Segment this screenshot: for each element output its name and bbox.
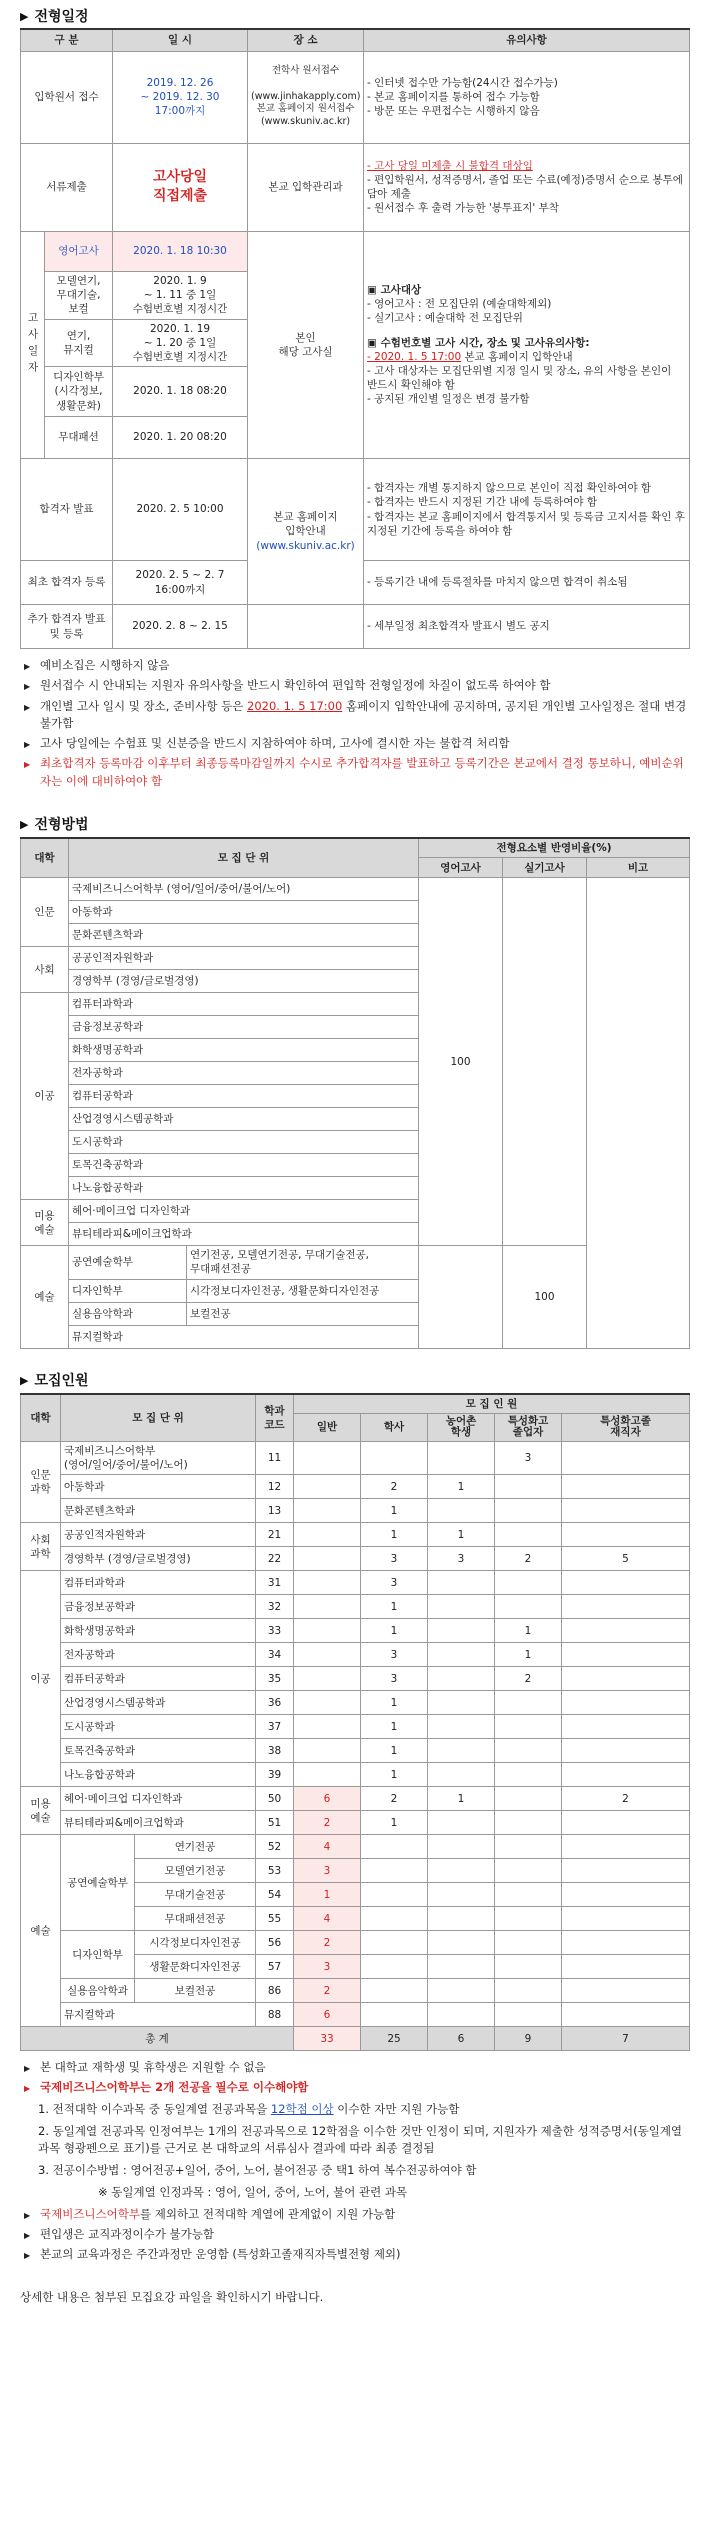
quota-unit: 아동학과: [61, 1475, 256, 1499]
reg-notes: - 등록기간 내에 등록절차를 마치지 않으면 합격이 취소됨: [364, 561, 690, 605]
method-college-arts: 예술: [21, 1246, 69, 1348]
quota-value: [495, 1787, 562, 1811]
quota-unit: 공연예술학부: [61, 1835, 135, 1931]
quota-unit: 전자공학과: [61, 1643, 256, 1667]
quota-cell: [361, 1931, 428, 1955]
quota-value: 1: [361, 1499, 428, 1523]
quota-unit: 문화콘텐츠학과: [61, 1499, 256, 1523]
quota-value: [562, 1523, 690, 1547]
section-title-schedule: ▶ 전형일정: [20, 8, 89, 25]
quota-value: [428, 1619, 495, 1643]
method-unit: 컴퓨터과학과: [69, 993, 419, 1016]
quota-header-bachelor: 학사: [361, 1413, 428, 1441]
method-unit: 컴퓨터공학과: [69, 1085, 419, 1108]
quota-code: 52: [256, 1835, 294, 1859]
quota-value: 6: [294, 2003, 361, 2027]
quota-code: 38: [256, 1739, 294, 1763]
quota-value: [495, 1811, 562, 1835]
quota-value: [428, 1441, 495, 1474]
quota-header-quota: 모 집 인 원: [294, 1394, 690, 1414]
quota-value: [495, 1499, 562, 1523]
quota-total-value: 7: [562, 2027, 690, 2051]
quota-value: 2: [361, 1475, 428, 1499]
quota-value: 2: [495, 1547, 562, 1571]
quota-value: 1: [361, 1523, 428, 1547]
quota-value: 2: [495, 1667, 562, 1691]
quota-value: [562, 1499, 690, 1523]
quota-notes: [24, 2059, 690, 2097]
quota-cell: [361, 1907, 428, 1931]
quota-value: 4: [294, 1835, 361, 1859]
quota-code: 37: [256, 1715, 294, 1739]
method-majors: 연기전공, 모델연기전공, 무대기술전공, 무대패션전공: [187, 1246, 419, 1279]
exam-notes: ▣ 고사대상 - 영어고사 : 전 모집단위 (예술대학제외) - 실기고사 : 예술대학 전 모집단위 ▣ 수험번호별 고사 시간, 장소 및 고사유의사항: - 2020. 1. 5 17:00 본교 홈페이지 입학안내 - 고사 대상자는 모집단위별 지정 일시 및 장소, 유의 사항을 본인이 반드시 확인해야 함 - 공지된 개인별 일정은 변경 불가함: [364, 231, 690, 459]
header-notes: 유의사항: [364, 29, 690, 51]
quota-code: 55: [256, 1907, 294, 1931]
quota-value: 3: [361, 1547, 428, 1571]
quota-value: 2: [294, 1931, 361, 1955]
quota-value: [294, 1691, 361, 1715]
quota-cell: [361, 1859, 428, 1883]
quota-cell: [495, 2003, 562, 2027]
exam-date-model: 2020. 1. 9 ~ 1. 11 중 1일 수험번호별 지정시간: [113, 271, 248, 319]
quota-unit: 뮤지컬학과: [61, 2003, 256, 2027]
method-unit: 실용음악학과: [69, 1302, 187, 1325]
quota-code: 54: [256, 1883, 294, 1907]
quota-value: [562, 1715, 690, 1739]
quota-value: [562, 1441, 690, 1474]
quota-value: [294, 1763, 361, 1787]
quota-college: 예술: [21, 1835, 61, 2027]
section-title-method: ▶ 전형방법: [20, 817, 89, 834]
section-title-quota: ▶ 모집인원: [20, 1373, 89, 1390]
method-majors: 시각정보디자인전공, 생활문화디자인전공: [187, 1279, 419, 1302]
quota-value: 1: [495, 1619, 562, 1643]
quota-subnotes: [38, 2101, 690, 2202]
quota-value: 1: [495, 1643, 562, 1667]
quota-value: [562, 1595, 690, 1619]
note-item: ▶ 개인별 고사 일시 및 장소, 준비사항 등은 2020. 1. 5 17:00 홈페이지 입학안내에 공지하며, 공지된 개인별 고사일정은 절대 변경 불가함: [24, 698, 690, 733]
quota-unit: 헤어·메이크업 디자인학과: [61, 1787, 256, 1811]
quota-cell: [562, 1907, 690, 1931]
quota-major: 생활문화디자인전공: [135, 1955, 256, 1979]
method-unit: 공공인적자원학과: [69, 947, 419, 970]
quota-cell: [495, 1859, 562, 1883]
quota-cell: [428, 1835, 495, 1859]
quota-cell: [428, 1859, 495, 1883]
quota-code: 39: [256, 1763, 294, 1787]
result-place: 본교 홈페이지 입학안내 (www.skuniv.ac.kr): [248, 459, 364, 605]
quota-value: [294, 1441, 361, 1474]
method-header-practical: 실기고사: [503, 858, 587, 878]
quota-value: 3: [495, 1441, 562, 1474]
quota-value: 1: [428, 1523, 495, 1547]
quota-value: [294, 1523, 361, 1547]
quota-unit: 나노융합공학과: [61, 1763, 256, 1787]
quota-value: [495, 1739, 562, 1763]
method-unit: 국제비즈니스어학부 (영어/일어/중어/불어/노어): [69, 878, 419, 901]
quota-college: 인문 과학: [21, 1441, 61, 1522]
quota-value: 2: [562, 1787, 690, 1811]
subnote-item: 3. 전공이수방법 : 영어전공+일어, 중어, 노어, 불어전공 중 택1 하여 복수전공하여야 함: [38, 2163, 477, 2178]
quota-value: [428, 1739, 495, 1763]
method-unit: 헤어·메이크업 디자인학과: [69, 1200, 419, 1223]
note-item: ▶ 국제비즈니스어학부를 제외하고 전적대학 계열에 관계없이 지원 가능함: [24, 2206, 690, 2223]
quota-code: 56: [256, 1931, 294, 1955]
quota-value: 1: [361, 1619, 428, 1643]
quota-value: [562, 1667, 690, 1691]
quota-total-label: 총 계: [21, 2027, 294, 2051]
method-practical-empty: [503, 878, 587, 1246]
quota-header-code: 학과 코드: [256, 1394, 294, 1442]
note-item: ▶ 본 대학교 재학생 및 휴학생은 지원할 수 없음: [24, 2059, 690, 2076]
quota-value: 2: [294, 1811, 361, 1835]
schedule-notes: [24, 657, 690, 790]
quota-cell: [428, 1955, 495, 1979]
quota-value: [562, 1643, 690, 1667]
exam-label-english: 영어고사: [45, 231, 113, 271]
quota-college: 이공: [21, 1571, 61, 1787]
method-unit: 경영학부 (경영/글로벌경영): [69, 970, 419, 993]
quota-value: [495, 1475, 562, 1499]
method-header-english: 영어고사: [419, 858, 503, 878]
exam-date-fashion: 2020. 1. 20 08:20: [113, 417, 248, 459]
quota-total-value: 9: [495, 2027, 562, 2051]
quota-cell: [495, 1931, 562, 1955]
quota-cell: [562, 1931, 690, 1955]
method-majors: 보컬전공: [187, 1302, 419, 1325]
quota-value: [562, 1619, 690, 1643]
quota-code: 35: [256, 1667, 294, 1691]
quota-unit: 토목건축공학과: [61, 1739, 256, 1763]
reg-label: 최초 합격자 등록: [21, 561, 113, 605]
quota-value: [361, 1441, 428, 1474]
quota-unit: 화학생명공학과: [61, 1619, 256, 1643]
quota-code: 32: [256, 1595, 294, 1619]
result-label: 합격자 발표: [21, 459, 113, 561]
quota-value: [428, 1667, 495, 1691]
method-unit: 산업경영시스템공학과: [69, 1108, 419, 1131]
quota-value: [294, 1475, 361, 1499]
quota-value: 1: [361, 1811, 428, 1835]
quota-cell: [495, 1907, 562, 1931]
method-unit: 뮤지컬학과: [69, 1325, 419, 1348]
method-note-empty: [587, 878, 690, 1348]
reg-date: 2020. 2. 5 ~ 2. 7 16:00까지: [113, 561, 248, 605]
quota-unit: 컴퓨터공학과: [61, 1667, 256, 1691]
quota-value: 1: [361, 1691, 428, 1715]
subnote-item: 1. 전적대학 이수과목 중 동일계열 전공과목을 12학점 이상 이수한 자만 지원 가능함: [38, 2101, 460, 2116]
quota-unit: 실용음악학과: [61, 1979, 135, 2003]
method-unit: 나노융합공학과: [69, 1177, 419, 1200]
quota-code: 13: [256, 1499, 294, 1523]
quota-value: 1: [361, 1715, 428, 1739]
quota-value: 1: [428, 1475, 495, 1499]
quota-unit: 컴퓨터과학과: [61, 1571, 256, 1595]
subnote-item: 2. 동일계열 전공과목 인정여부는 1개의 전공과목으로 12학점을 이수한 것만 인정이 되며, 지원자가 제출한 성적증명서(동일계열 과목 형광펜으로 표기)를 근거로 본 대학교의 서류심사 결과에 따라 최종 결정됨: [38, 2123, 683, 2156]
quota-table: [20, 1393, 690, 2052]
docs-place: 본교 입학관리과: [248, 143, 364, 231]
method-english-ratio: 100: [419, 878, 503, 1246]
quota-cell: [562, 1835, 690, 1859]
quota-value: [428, 1691, 495, 1715]
quota-value: [562, 1571, 690, 1595]
exam-group-label: 고사일자: [21, 231, 45, 459]
quota-code: 21: [256, 1523, 294, 1547]
quota-value: [428, 1595, 495, 1619]
quota-value: [294, 1739, 361, 1763]
quota-header-college: 대학: [21, 1394, 61, 1442]
quota-major: 무대패션전공: [135, 1907, 256, 1931]
quota-value: 3: [361, 1571, 428, 1595]
quota-cell: [428, 2003, 495, 2027]
docs-notes: - 고사 당일 미제출 시 불합격 대상임 - 편입학원서, 성적증명서, 졸업 또는 수료(예정)증명서 순으로 봉투에 담아 제출 - 원서접수 후 출력 가능한 '봉투표지' 부착: [364, 143, 690, 231]
quota-value: [294, 1715, 361, 1739]
quota-code: 86: [256, 1979, 294, 2003]
quota-value: [562, 1811, 690, 1835]
quota-value: [495, 1595, 562, 1619]
method-unit: 화학생명공학과: [69, 1039, 419, 1062]
quota-total-value: 6: [428, 2027, 495, 2051]
quota-major: 보컬전공: [135, 1979, 256, 2003]
quota-value: [428, 1643, 495, 1667]
exam-label-design: 디자인학부 (시각정보, 생활문화): [45, 367, 113, 417]
quota-cell: [562, 1859, 690, 1883]
quota-cell: [428, 1979, 495, 2003]
note-item: ▶ 고사 당일에는 수험표 및 신분증을 반드시 지참하여야 하며, 고사에 결시한 자는 불합격 처리함: [24, 735, 690, 752]
quota-header-rural: 농어촌 학생: [428, 1413, 495, 1441]
quota-cell: [361, 2003, 428, 2027]
note-item: ▶ 최초합격자 등록마감 이후부터 최종등록마감일까지 수시로 추가합격자를 발표하고 등록기간은 본교에서 결정 통보하니, 예비순위자는 이에 대비하여야 함: [24, 755, 690, 790]
quota-cell: [562, 2003, 690, 2027]
method-unit: 공연예술학부: [69, 1246, 187, 1279]
docs-label: 서류제출: [21, 143, 113, 231]
quota-value: [495, 1763, 562, 1787]
quota-unit: 산업경영시스템공학과: [61, 1691, 256, 1715]
method-unit: 아동학과: [69, 901, 419, 924]
quota-total-value: 25: [361, 2027, 428, 2051]
quota-code: 34: [256, 1643, 294, 1667]
quota-notes-2: [24, 2206, 690, 2264]
quota-value: [294, 1643, 361, 1667]
extra-label: 추가 합격자 발표 및 등록: [21, 605, 113, 649]
quota-value: [428, 1763, 495, 1787]
footer-text: 상세한 내용은 첨부된 모집요강 파일을 확인하시기 바랍니다.: [20, 2289, 324, 2304]
quota-header-unit: 모 집 단 위: [61, 1394, 256, 1442]
quota-unit: 경영학부 (경영/글로벌경영): [61, 1547, 256, 1571]
quota-code: 31: [256, 1571, 294, 1595]
quota-value: [495, 1571, 562, 1595]
quota-code: 57: [256, 1955, 294, 1979]
quota-value: [428, 1571, 495, 1595]
quota-college: 미용 예술: [21, 1787, 61, 1835]
quota-cell: [495, 1883, 562, 1907]
exam-label-acting: 연기, 뮤지컬: [45, 319, 113, 367]
method-header-note: 비고: [587, 858, 690, 878]
quota-major: 모델연기전공: [135, 1859, 256, 1883]
quota-unit: 국제비즈니스어학부 (영어/일어/중어/불어/노어): [61, 1441, 256, 1474]
exam-date-design: 2020. 1. 18 08:20: [113, 367, 248, 417]
triangle-bullet-icon: ▶: [20, 818, 29, 832]
quota-cell: [495, 1835, 562, 1859]
quota-value: [562, 1763, 690, 1787]
extra-place: [248, 605, 364, 649]
quota-major: 연기전공: [135, 1835, 256, 1859]
header-datetime: 일 시: [113, 29, 248, 51]
exam-label-fashion: 무대패션: [45, 417, 113, 459]
quota-cell: [361, 1955, 428, 1979]
quota-code: 88: [256, 2003, 294, 2027]
quota-value: 6: [294, 1787, 361, 1811]
quota-code: 36: [256, 1691, 294, 1715]
exam-date-acting: 2020. 1. 19 ~ 1. 20 중 1일 수험번호별 지정시간: [113, 319, 248, 367]
quota-code: 53: [256, 1859, 294, 1883]
triangle-bullet-icon: ▶: [20, 9, 29, 23]
quota-value: 4: [294, 1907, 361, 1931]
extra-notes: - 세부일정 최초합격자 발표시 별도 공지: [364, 605, 690, 649]
method-header-college: 대학: [21, 838, 69, 878]
header-division: 구 분: [21, 29, 113, 51]
quota-value: [562, 1691, 690, 1715]
method-unit: 토목건축공학과: [69, 1154, 419, 1177]
quota-cell: [361, 1883, 428, 1907]
quota-unit: 도시공학과: [61, 1715, 256, 1739]
method-unit: 뷰티테라피&메이크업학과: [69, 1223, 419, 1246]
method-unit: 디자인학부: [69, 1279, 187, 1302]
quota-code: 11: [256, 1441, 294, 1474]
quota-unit: 공공인적자원학과: [61, 1523, 256, 1547]
method-college-social: 사회: [21, 947, 69, 993]
apply-notes: - 인터넷 접수만 가능함(24시간 접수가능) - 본교 홈페이지를 통하여 접수 가능함 - 방문 또는 우편접수는 시행하지 않음: [364, 51, 690, 143]
quota-value: [562, 1739, 690, 1763]
method-college-beauty: 미용 예술: [21, 1200, 69, 1246]
quota-value: 1: [294, 1883, 361, 1907]
apply-label: 입학원서 접수: [21, 51, 113, 143]
quota-cell: [562, 1979, 690, 2003]
quota-cell: [361, 1835, 428, 1859]
method-college-engineering: 이공: [21, 993, 69, 1200]
method-english-empty: [419, 1246, 503, 1348]
quota-value: 1: [428, 1787, 495, 1811]
quota-value: 3: [361, 1643, 428, 1667]
quota-value: 5: [562, 1547, 690, 1571]
docs-date: 고사당일 직접제출: [113, 143, 248, 231]
note-item: ▶ 본교의 교육과정은 주간과정만 운영함 (특성화고졸재직자특별전형 제외): [24, 2246, 690, 2263]
quota-value: [294, 1571, 361, 1595]
quota-college: 사회 과학: [21, 1523, 61, 1571]
quota-code: 33: [256, 1619, 294, 1643]
exam-place: 본인 해당 고사실: [248, 231, 364, 459]
quota-major: 시각정보디자인전공: [135, 1931, 256, 1955]
exam-date-english: 2020. 1. 18 10:30: [113, 231, 248, 271]
quota-value: [428, 1715, 495, 1739]
quota-header-general: 일반: [294, 1413, 361, 1441]
quota-code: 22: [256, 1547, 294, 1571]
note-item: ▶ 국제비즈니스어학부는 2개 전공을 필수로 이수해야함: [24, 2079, 690, 2096]
triangle-bullet-icon: ▶: [20, 1374, 29, 1388]
subnote-item: ※ 동일계열 인정과목 : 영어, 일어, 중어, 노어, 불어 관련 과목: [98, 2184, 408, 2199]
schedule-table: [20, 28, 690, 649]
quota-value: [562, 1475, 690, 1499]
quota-cell: [562, 1883, 690, 1907]
method-practical-ratio: 100: [503, 1246, 587, 1348]
note-item: ▶ 원서접수 시 안내되는 지원자 유의사항을 반드시 확인하여 편입학 전형일정에 차질이 없도록 하여야 함: [24, 677, 690, 694]
quota-value: [495, 1715, 562, 1739]
header-place: 장 소: [248, 29, 364, 51]
result-date: 2020. 2. 5 10:00: [113, 459, 248, 561]
apply-place: 전학사 원서접수 (www.jinhakapply.com) 본교 홈페이지 원서접수 (www.skuniv.ac.kr): [248, 51, 364, 143]
quota-value: 1: [361, 1595, 428, 1619]
quota-cell: [428, 1883, 495, 1907]
quota-cell: [562, 1955, 690, 1979]
note-item: ▶ 편입생은 교직과정이수가 불가능함: [24, 2226, 690, 2243]
quota-header-vocational: 특성화고 졸업자: [495, 1413, 562, 1441]
quota-value: 2: [294, 1979, 361, 2003]
quota-code: 51: [256, 1811, 294, 1835]
quota-value: 2: [361, 1787, 428, 1811]
quota-major: 무대기술전공: [135, 1883, 256, 1907]
quota-value: 3: [294, 1955, 361, 1979]
exam-label-model: 모델연기, 무대기술, 보컬: [45, 271, 113, 319]
method-header-ratio: 전형요소별 반영비율(%): [419, 838, 690, 858]
quota-value: [294, 1595, 361, 1619]
quota-value: [294, 1667, 361, 1691]
quota-value: [495, 1691, 562, 1715]
quota-value: 1: [361, 1739, 428, 1763]
quota-value: 1: [361, 1763, 428, 1787]
quota-unit: 뷰티테라피&메이크업학과: [61, 1811, 256, 1835]
apply-date: 2019. 12. 26 ~ 2019. 12. 30 17:00까지: [113, 51, 248, 143]
quota-value: [294, 1499, 361, 1523]
quota-cell: [428, 1931, 495, 1955]
quota-cell: [495, 1955, 562, 1979]
quota-unit: 금융정보공학과: [61, 1595, 256, 1619]
quota-cell: [495, 1979, 562, 2003]
quota-unit: 디자인학부: [61, 1931, 135, 1979]
quota-value: 3: [294, 1859, 361, 1883]
method-unit: 도시공학과: [69, 1131, 419, 1154]
quota-value: [428, 1499, 495, 1523]
quota-value: [495, 1523, 562, 1547]
quota-total-value: 33: [294, 2027, 361, 2051]
method-unit: 전자공학과: [69, 1062, 419, 1085]
method-header-unit: 모 집 단 위: [69, 838, 419, 878]
quota-value: 3: [361, 1667, 428, 1691]
extra-date: 2020. 2. 8 ~ 2. 15: [113, 605, 248, 649]
result-notes: - 합격자는 개별 통지하지 않으므로 본인이 직접 확인하여야 함 - 합격자는 반드시 지정된 기간 내에 등록하여야 함 - 합격자는 본교 홈페이지에서 합격통지서 및 등록금 고지서를 확인 후 지정된 기간에 등록을 하여야 함: [364, 459, 690, 561]
method-table: [20, 837, 690, 1349]
quota-value: [294, 1619, 361, 1643]
method-college-humanities: 인문: [21, 878, 69, 947]
quota-code: 12: [256, 1475, 294, 1499]
quota-value: [294, 1547, 361, 1571]
quota-value: [428, 1811, 495, 1835]
method-unit: 금융정보공학과: [69, 1016, 419, 1039]
quota-cell: [428, 1907, 495, 1931]
quota-header-employed: 특성화고졸 재직자: [562, 1413, 690, 1441]
quota-code: 50: [256, 1787, 294, 1811]
quota-cell: [361, 1979, 428, 2003]
note-item: ▶ 예비소집은 시행하지 않음: [24, 657, 690, 674]
quota-value: 3: [428, 1547, 495, 1571]
method-unit: 문화콘텐츠학과: [69, 924, 419, 947]
